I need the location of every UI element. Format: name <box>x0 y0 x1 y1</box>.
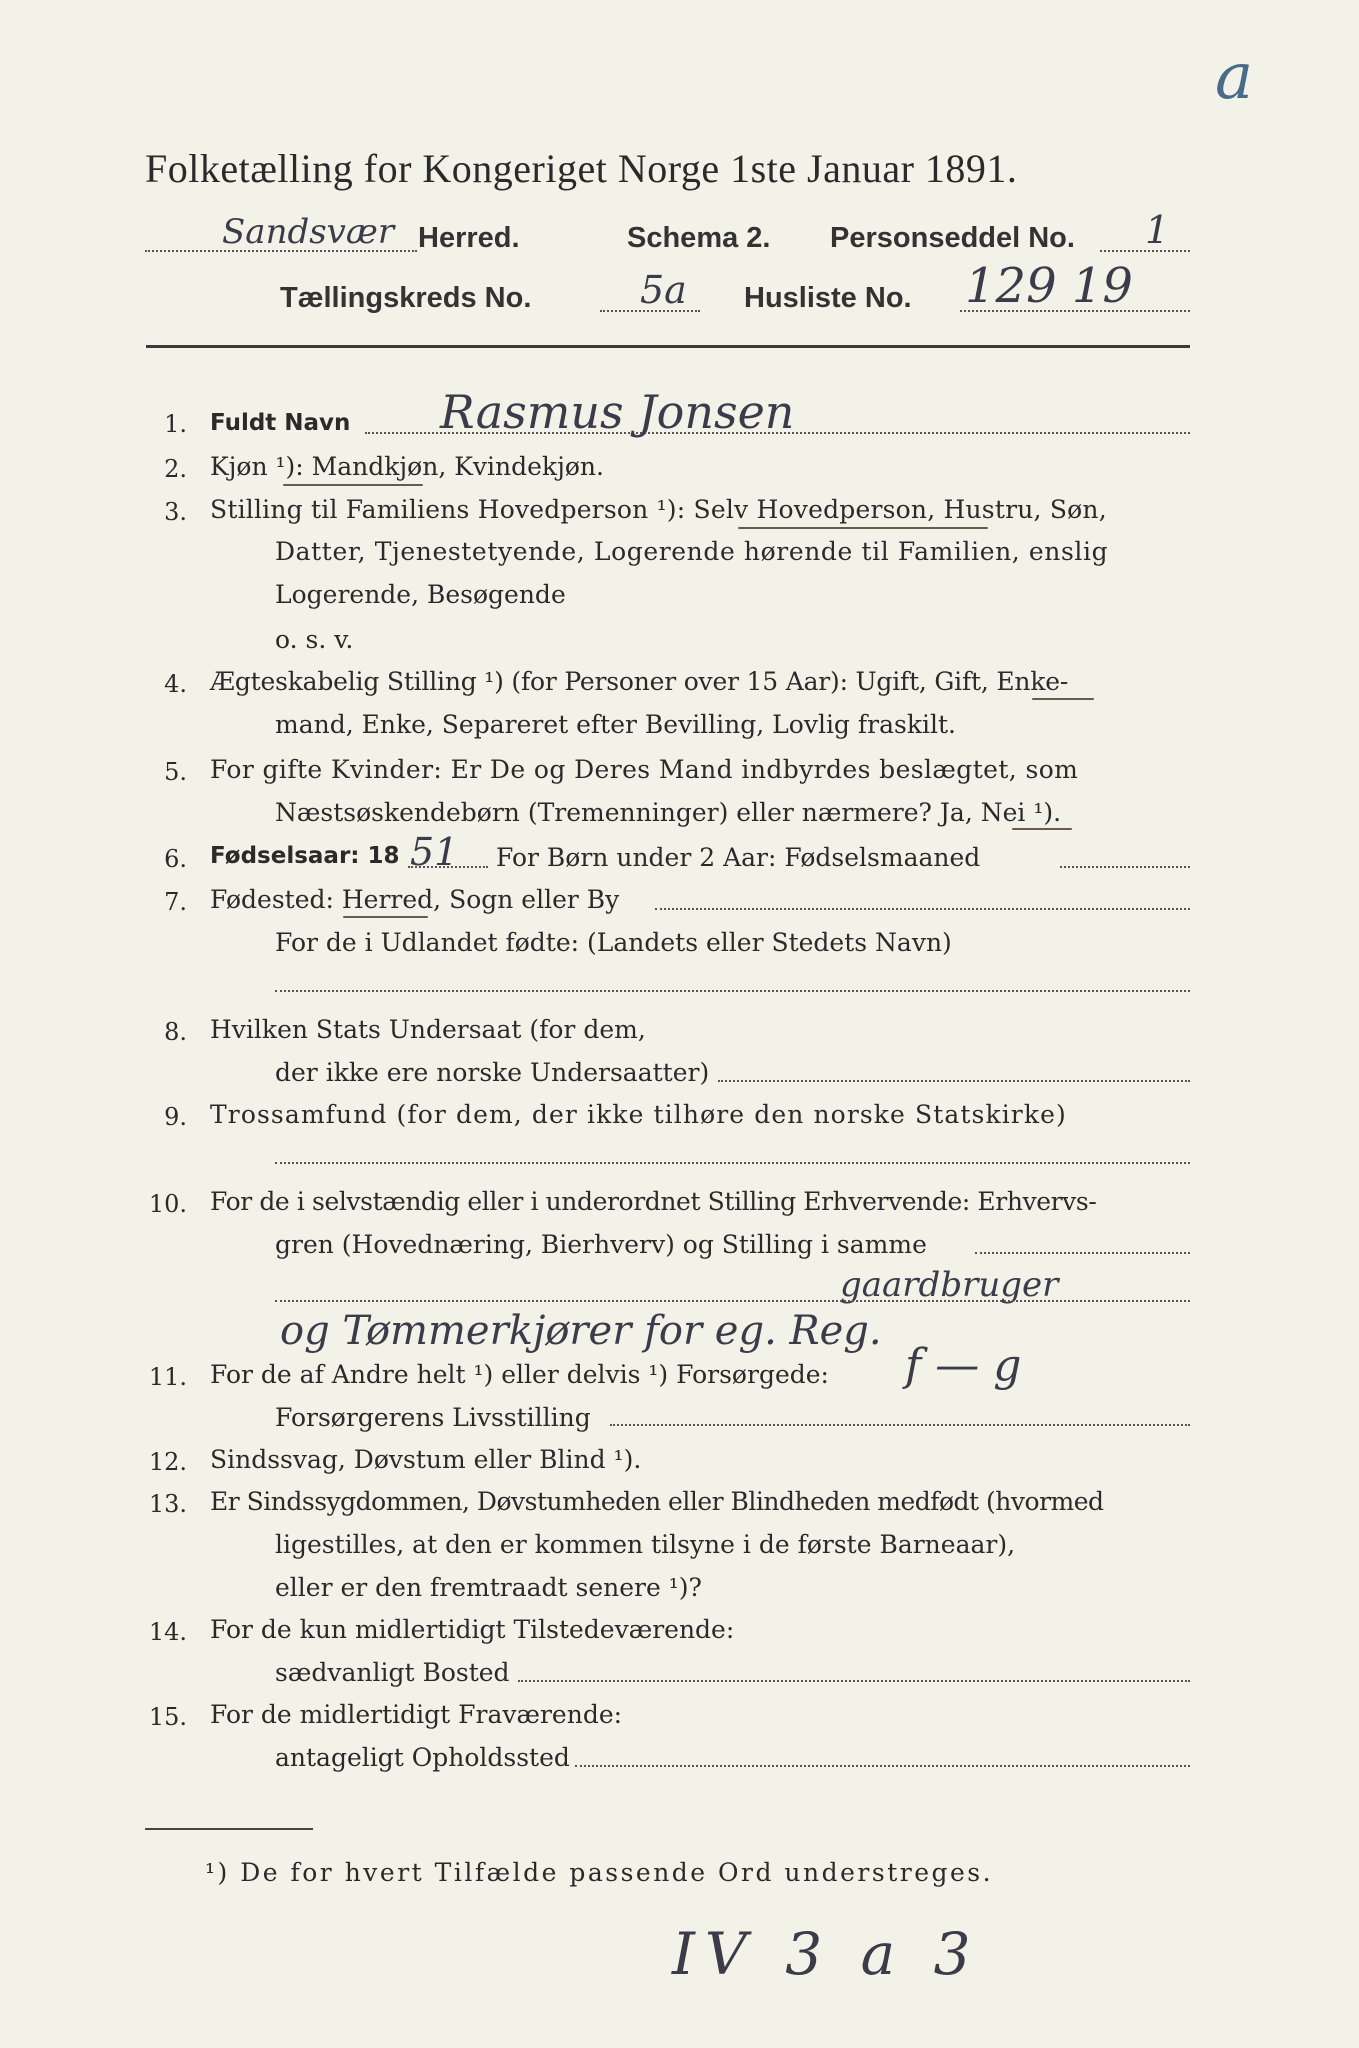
q10-number: 10. <box>148 1190 187 1218</box>
q10-answer1: gaardbruger <box>840 1265 1059 1305</box>
q13-number: 13. <box>148 1490 187 1518</box>
q14-dotline <box>518 1680 1190 1682</box>
footnote: ¹) De for hvert Tilfælde passende Ord understreges. <box>205 1858 994 1887</box>
q8-number: 8. <box>164 1018 187 1046</box>
q3-line2: Datter, Tjenestetyende, Logerende hørende til Familien, enslig <box>275 537 1109 566</box>
kreds-label: Tællingskreds No. <box>280 282 532 314</box>
q7-underline <box>343 916 428 918</box>
q11-line2: Forsørgerens Livsstilling <box>275 1403 591 1432</box>
q10-dotline2 <box>275 1300 1190 1302</box>
q8-line1: Hvilken Stats Undersaat (for dem, <box>210 1015 646 1044</box>
q12-number: 12. <box>148 1448 187 1476</box>
q6-label: Fødselsaar: 18 <box>210 843 400 869</box>
q11-line1: For de af Andre helt ¹) eller delvis ¹) Forsørgede: <box>210 1360 829 1389</box>
q13-line2: ligestilles, at den er kommen tilsyne i de første Barneaar), <box>275 1530 1016 1559</box>
q4-line1: Ægteskabelig Stilling ¹) (for Personer over 15 Aar): Ugift, Gift, Enke- <box>210 667 1069 696</box>
q2-number: 2. <box>164 455 187 483</box>
herred-value: Sandsvær <box>222 212 395 252</box>
q3-line4: o. s. v. <box>275 625 354 654</box>
q12-line1: Sindssvag, Døvstum eller Blind ¹). <box>210 1445 642 1474</box>
q4-underline <box>1032 698 1094 700</box>
q14-line2: sædvanligt Bosted <box>275 1658 510 1687</box>
q1-label: Fuldt Navn <box>210 410 351 436</box>
q9-number: 9. <box>164 1103 187 1131</box>
q2-text: Kjøn ¹): Mandkjøn, Kvindekjøn. <box>210 452 604 481</box>
q4-number: 4. <box>164 670 187 698</box>
q15-number: 15. <box>148 1703 187 1731</box>
q6-rest: For Børn under 2 Aar: Fødselsmaaned <box>496 843 981 872</box>
personseddel-label: Personseddel No. <box>830 222 1075 254</box>
q2-underline <box>283 484 423 486</box>
q9-line1: Trossamfund (for dem, der ikke tilhøre den norske Statskirke) <box>210 1100 1067 1129</box>
q13-line1: Er Sindssygdommen, Døvstumheden eller Blindheden medfødt (hvormed <box>210 1487 1104 1516</box>
q5-number: 5. <box>164 758 187 786</box>
q7-line2: For de i Udlandet fødte: (Landets eller Stedets Navn) <box>275 928 952 957</box>
q4-line2: mand, Enke, Separeret efter Bevilling, Lovlig fraskilt. <box>275 710 956 739</box>
q8-line2: der ikke ere norske Undersaatter) <box>275 1058 710 1087</box>
q14-number: 14. <box>148 1618 187 1646</box>
q7-line1: Fødested: Herred, Sogn eller By <box>210 885 620 914</box>
q1-answer: Rasmus Jonsen <box>440 385 795 439</box>
q7-second-dotline <box>275 990 1190 992</box>
q3-line1: Stilling til Familiens Hovedperson ¹): Selv Hovedperson, Hustru, Søn, <box>210 495 1107 524</box>
q10-line2: gren (Hovednæring, Bierhverv) og Stilling i samme <box>275 1230 927 1259</box>
q13-line3: eller er den fremtraadt senere ¹)? <box>275 1573 702 1602</box>
q6-rest-dotline <box>1060 866 1190 868</box>
q15-dotline <box>575 1765 1190 1767</box>
q5-line2: Næstsøskendebørn (Tremenninger) eller nærmere? Ja, Nei ¹). <box>275 798 1062 827</box>
q5-underline <box>1012 828 1072 830</box>
q11-number: 11. <box>148 1363 187 1391</box>
q3-underline <box>738 527 988 529</box>
q3-number: 3. <box>164 498 187 526</box>
schema-label: Schema 2. <box>627 222 771 254</box>
q9-dotline <box>275 1162 1190 1164</box>
q3-line3: Logerende, Besøgende <box>275 580 566 609</box>
q6-number: 6. <box>164 845 187 873</box>
kreds-value: 5a <box>640 268 687 312</box>
q15-line2: antageligt Opholdssted <box>275 1743 570 1772</box>
q5-line1: For gifte Kvinder: Er De og Deres Mand indbyrdes beslægtet, som <box>210 755 1079 784</box>
q7-number: 7. <box>164 888 187 916</box>
q15-line1: For de midlertidigt Fraværende: <box>210 1700 623 1729</box>
q11-dotline <box>610 1424 1190 1426</box>
header-rule <box>146 345 1190 348</box>
q10-line1: For de i selvstændig eller i underordnet Stilling Erhvervende: Erhvervs- <box>210 1187 1097 1216</box>
q6-answer: 51 <box>410 830 459 874</box>
q14-line1: For de kun midlertidigt Tilstedeværende: <box>210 1615 735 1644</box>
corner-mark: a <box>1215 40 1254 114</box>
page-title: Folketælling for Kongeriget Norge 1ste Januar 1891. <box>145 146 1018 191</box>
personseddel-value: 1 <box>1145 208 1170 252</box>
herred-label: Herred. <box>418 222 520 254</box>
footnote-rule <box>145 1828 313 1830</box>
q1-number: 1. <box>164 410 187 438</box>
q11-answer: f — g <box>905 1340 1022 1391</box>
q10-answer2: og Tømmerkjører for eg. Reg. <box>280 1308 882 1354</box>
q7-dotline <box>655 908 1190 910</box>
q8-dotline <box>718 1080 1190 1082</box>
q10-dotline <box>975 1252 1190 1254</box>
husliste-value: 129 19 <box>965 258 1133 314</box>
bottom-mark: IV 3 a 3 <box>672 1920 981 1988</box>
husliste-label: Husliste No. <box>744 282 912 314</box>
